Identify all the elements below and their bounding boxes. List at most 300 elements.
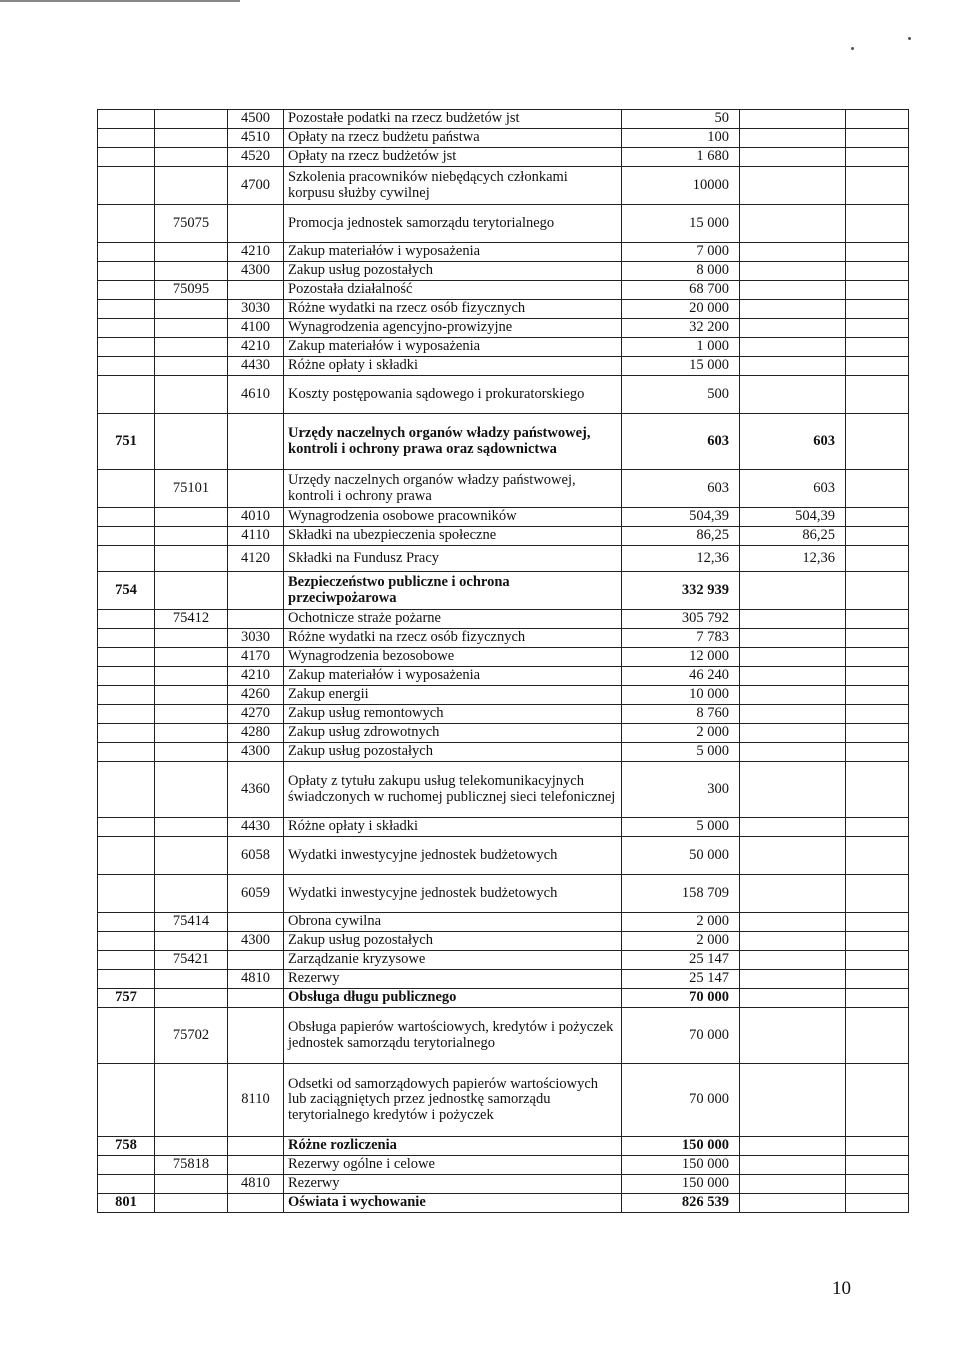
cell-empty bbox=[846, 989, 909, 1008]
cell-paragraf bbox=[228, 1137, 284, 1156]
cell-empty bbox=[846, 762, 909, 818]
cell-paragraf: 3030 bbox=[228, 300, 284, 319]
cell-rozdzial bbox=[155, 527, 228, 546]
cell-empty bbox=[846, 1175, 909, 1194]
cell-paragraf bbox=[228, 205, 284, 243]
cell-name: Koszty postępowania sądowego i prokuratorskiego bbox=[284, 376, 622, 414]
cell-paragraf: 4270 bbox=[228, 705, 284, 724]
cell-dzial bbox=[98, 470, 155, 508]
table-row bbox=[98, 281, 909, 300]
cell-wykonanie bbox=[740, 875, 846, 913]
cell-name: Składki na Fundusz Pracy bbox=[284, 546, 622, 572]
cell-empty bbox=[846, 572, 909, 610]
cell-name: Wynagrodzenia agencyjno-prowizyjne bbox=[284, 319, 622, 338]
cell-plan: 332 939 bbox=[622, 572, 740, 610]
cell-wykonanie: 12,36 bbox=[740, 546, 846, 572]
cell-plan: 504,39 bbox=[622, 508, 740, 527]
cell-rozdzial bbox=[155, 932, 228, 951]
cell-rozdzial bbox=[155, 300, 228, 319]
cell-wykonanie bbox=[740, 686, 846, 705]
cell-dzial bbox=[98, 281, 155, 300]
cell-empty bbox=[846, 262, 909, 281]
cell-wykonanie bbox=[740, 705, 846, 724]
cell-paragraf: 4610 bbox=[228, 376, 284, 414]
cell-name: Zakup usług pozostałych bbox=[284, 932, 622, 951]
cell-name: Promocja jednostek samorządu terytorialnego bbox=[284, 205, 622, 243]
cell-paragraf: 4300 bbox=[228, 932, 284, 951]
cell-rozdzial: 75095 bbox=[155, 281, 228, 300]
cell-paragraf bbox=[228, 913, 284, 932]
cell-dzial: 751 bbox=[98, 414, 155, 470]
cell-plan: 2 000 bbox=[622, 724, 740, 743]
cell-paragraf: 4520 bbox=[228, 148, 284, 167]
cell-plan: 70 000 bbox=[622, 1008, 740, 1064]
cell-name: Zakup usług zdrowotnych bbox=[284, 724, 622, 743]
cell-wykonanie bbox=[740, 837, 846, 875]
table-row bbox=[98, 667, 909, 686]
table-row bbox=[98, 1008, 909, 1064]
cell-empty bbox=[846, 357, 909, 376]
cell-rozdzial bbox=[155, 762, 228, 818]
cell-paragraf: 4210 bbox=[228, 338, 284, 357]
cell-paragraf: 6058 bbox=[228, 837, 284, 875]
cell-rozdzial bbox=[155, 1137, 228, 1156]
cell-wykonanie bbox=[740, 262, 846, 281]
cell-empty bbox=[846, 875, 909, 913]
cell-rozdzial bbox=[155, 743, 228, 762]
cell-plan: 68 700 bbox=[622, 281, 740, 300]
cell-empty bbox=[846, 705, 909, 724]
cell-empty bbox=[846, 743, 909, 762]
table-row bbox=[98, 951, 909, 970]
cell-empty bbox=[846, 281, 909, 300]
cell-empty bbox=[846, 610, 909, 629]
cell-rozdzial bbox=[155, 319, 228, 338]
cell-dzial bbox=[98, 319, 155, 338]
cell-name: Zakup usług pozostałych bbox=[284, 743, 622, 762]
cell-wykonanie: 603 bbox=[740, 470, 846, 508]
cell-empty bbox=[846, 319, 909, 338]
cell-wykonanie bbox=[740, 205, 846, 243]
cell-rozdzial: 75412 bbox=[155, 610, 228, 629]
cell-rozdzial bbox=[155, 818, 228, 837]
cell-plan: 70 000 bbox=[622, 989, 740, 1008]
cell-wykonanie bbox=[740, 951, 846, 970]
table-row bbox=[98, 724, 909, 743]
cell-paragraf bbox=[228, 572, 284, 610]
cell-name: Różne opłaty i składki bbox=[284, 357, 622, 376]
cell-dzial bbox=[98, 970, 155, 989]
cell-plan: 50 000 bbox=[622, 837, 740, 875]
cell-dzial: 801 bbox=[98, 1194, 155, 1213]
cell-empty bbox=[846, 148, 909, 167]
cell-rozdzial bbox=[155, 1194, 228, 1213]
table-row bbox=[98, 1194, 909, 1213]
cell-name: Zakup materiałów i wyposażenia bbox=[284, 667, 622, 686]
table-row bbox=[98, 1156, 909, 1175]
cell-rozdzial: 75075 bbox=[155, 205, 228, 243]
cell-wykonanie bbox=[740, 281, 846, 300]
cell-paragraf: 6059 bbox=[228, 875, 284, 913]
cell-plan: 15 000 bbox=[622, 205, 740, 243]
table-row bbox=[98, 110, 909, 129]
table-body bbox=[98, 110, 909, 1213]
cell-empty bbox=[846, 110, 909, 129]
cell-name: Zakup materiałów i wyposażenia bbox=[284, 243, 622, 262]
cell-dzial bbox=[98, 1008, 155, 1064]
cell-wykonanie bbox=[740, 338, 846, 357]
cell-empty bbox=[846, 1008, 909, 1064]
cell-wykonanie bbox=[740, 129, 846, 148]
cell-name: Obsługa długu publicznego bbox=[284, 989, 622, 1008]
cell-wykonanie bbox=[740, 148, 846, 167]
cell-dzial bbox=[98, 913, 155, 932]
cell-dzial bbox=[98, 818, 155, 837]
cell-wykonanie bbox=[740, 724, 846, 743]
cell-plan: 5 000 bbox=[622, 818, 740, 837]
cell-plan: 50 bbox=[622, 110, 740, 129]
cell-empty bbox=[846, 837, 909, 875]
cell-plan: 25 147 bbox=[622, 970, 740, 989]
scan-edge-mark bbox=[0, 0, 240, 2]
cell-plan: 70 000 bbox=[622, 1064, 740, 1137]
cell-wykonanie bbox=[740, 1156, 846, 1175]
cell-empty bbox=[846, 205, 909, 243]
cell-empty bbox=[846, 1064, 909, 1137]
cell-dzial bbox=[98, 527, 155, 546]
cell-paragraf: 4430 bbox=[228, 357, 284, 376]
cell-dzial: 754 bbox=[98, 572, 155, 610]
cell-rozdzial bbox=[155, 705, 228, 724]
cell-name: Różne wydatki na rzecz osób fizycznych bbox=[284, 300, 622, 319]
cell-wykonanie bbox=[740, 572, 846, 610]
cell-dzial bbox=[98, 300, 155, 319]
table-row bbox=[98, 262, 909, 281]
cell-dzial bbox=[98, 629, 155, 648]
table-row bbox=[98, 762, 909, 818]
table-row bbox=[98, 470, 909, 508]
cell-dzial bbox=[98, 837, 155, 875]
cell-name: Opłaty na rzecz budżetu państwa bbox=[284, 129, 622, 148]
cell-paragraf: 4210 bbox=[228, 667, 284, 686]
cell-rozdzial bbox=[155, 262, 228, 281]
cell-empty bbox=[846, 629, 909, 648]
scan-speck bbox=[851, 47, 854, 50]
cell-paragraf: 4700 bbox=[228, 167, 284, 205]
cell-empty bbox=[846, 686, 909, 705]
cell-empty bbox=[846, 970, 909, 989]
table-row bbox=[98, 629, 909, 648]
cell-plan: 1 680 bbox=[622, 148, 740, 167]
cell-wykonanie bbox=[740, 667, 846, 686]
cell-name: Zakup usług pozostałych bbox=[284, 262, 622, 281]
cell-empty bbox=[846, 546, 909, 572]
cell-rozdzial bbox=[155, 338, 228, 357]
cell-empty bbox=[846, 129, 909, 148]
cell-paragraf: 4100 bbox=[228, 319, 284, 338]
cell-rozdzial bbox=[155, 648, 228, 667]
cell-paragraf: 4810 bbox=[228, 970, 284, 989]
cell-rozdzial bbox=[155, 129, 228, 148]
cell-rozdzial bbox=[155, 1175, 228, 1194]
cell-plan: 603 bbox=[622, 414, 740, 470]
cell-dzial bbox=[98, 1064, 155, 1137]
table-row bbox=[98, 970, 909, 989]
cell-rozdzial bbox=[155, 243, 228, 262]
cell-dzial bbox=[98, 648, 155, 667]
cell-name: Zakup materiałów i wyposażenia bbox=[284, 338, 622, 357]
cell-wykonanie bbox=[740, 1064, 846, 1137]
cell-dzial bbox=[98, 338, 155, 357]
cell-plan: 86,25 bbox=[622, 527, 740, 546]
cell-plan: 10 000 bbox=[622, 686, 740, 705]
cell-name: Zakup energii bbox=[284, 686, 622, 705]
cell-wykonanie bbox=[740, 970, 846, 989]
cell-plan: 150 000 bbox=[622, 1175, 740, 1194]
cell-dzial: 758 bbox=[98, 1137, 155, 1156]
table-row bbox=[98, 148, 909, 167]
cell-wykonanie: 504,39 bbox=[740, 508, 846, 527]
cell-paragraf bbox=[228, 951, 284, 970]
cell-paragraf: 4210 bbox=[228, 243, 284, 262]
table-row bbox=[98, 705, 909, 724]
cell-paragraf: 4010 bbox=[228, 508, 284, 527]
cell-rozdzial bbox=[155, 629, 228, 648]
cell-plan: 305 792 bbox=[622, 610, 740, 629]
cell-empty bbox=[846, 667, 909, 686]
table-row bbox=[98, 610, 909, 629]
cell-dzial bbox=[98, 243, 155, 262]
table-row bbox=[98, 989, 909, 1008]
cell-wykonanie bbox=[740, 629, 846, 648]
cell-name: Różne rozliczenia bbox=[284, 1137, 622, 1156]
table-row bbox=[98, 357, 909, 376]
cell-name: Opłaty z tytułu zakupu usług telekomunikacyjnych świadczonych w ruchomej publicznej sieci telefonicznej bbox=[284, 762, 622, 818]
table-row bbox=[98, 527, 909, 546]
cell-dzial bbox=[98, 1175, 155, 1194]
cell-plan: 158 709 bbox=[622, 875, 740, 913]
cell-rozdzial bbox=[155, 414, 228, 470]
cell-paragraf: 4120 bbox=[228, 546, 284, 572]
table-row bbox=[98, 837, 909, 875]
cell-name: Oświata i wychowanie bbox=[284, 1194, 622, 1213]
cell-plan: 8 000 bbox=[622, 262, 740, 281]
table-row bbox=[98, 1137, 909, 1156]
cell-rozdzial bbox=[155, 1064, 228, 1137]
cell-name: Obrona cywilna bbox=[284, 913, 622, 932]
cell-wykonanie bbox=[740, 357, 846, 376]
cell-dzial: 757 bbox=[98, 989, 155, 1008]
cell-dzial bbox=[98, 705, 155, 724]
cell-empty bbox=[846, 724, 909, 743]
cell-rozdzial bbox=[155, 508, 228, 527]
cell-plan: 150 000 bbox=[622, 1137, 740, 1156]
table-row bbox=[98, 167, 909, 205]
scan-speck bbox=[908, 37, 911, 40]
table-row bbox=[98, 572, 909, 610]
cell-name: Opłaty na rzecz budżetów jst bbox=[284, 148, 622, 167]
table-row bbox=[98, 818, 909, 837]
cell-dzial bbox=[98, 686, 155, 705]
cell-name: Wydatki inwestycyjne jednostek budżetowych bbox=[284, 875, 622, 913]
cell-dzial bbox=[98, 610, 155, 629]
cell-paragraf bbox=[228, 610, 284, 629]
cell-name: Zakup usług remontowych bbox=[284, 705, 622, 724]
cell-wykonanie bbox=[740, 300, 846, 319]
cell-wykonanie bbox=[740, 762, 846, 818]
cell-dzial bbox=[98, 129, 155, 148]
cell-name: Różne opłaty i składki bbox=[284, 818, 622, 837]
cell-dzial bbox=[98, 262, 155, 281]
cell-wykonanie bbox=[740, 1194, 846, 1213]
cell-wykonanie bbox=[740, 167, 846, 205]
cell-dzial bbox=[98, 357, 155, 376]
cell-empty bbox=[846, 1156, 909, 1175]
cell-empty bbox=[846, 470, 909, 508]
budget-table bbox=[97, 109, 909, 1213]
cell-wykonanie bbox=[740, 648, 846, 667]
cell-rozdzial bbox=[155, 376, 228, 414]
cell-plan: 300 bbox=[622, 762, 740, 818]
table-row bbox=[98, 913, 909, 932]
cell-wykonanie bbox=[740, 110, 846, 129]
table-row bbox=[98, 648, 909, 667]
cell-plan: 5 000 bbox=[622, 743, 740, 762]
cell-paragraf bbox=[228, 1156, 284, 1175]
cell-empty bbox=[846, 527, 909, 546]
cell-paragraf: 4170 bbox=[228, 648, 284, 667]
cell-plan: 150 000 bbox=[622, 1156, 740, 1175]
cell-name: Pozostała działalność bbox=[284, 281, 622, 300]
table-row bbox=[98, 205, 909, 243]
cell-paragraf bbox=[228, 414, 284, 470]
cell-plan: 20 000 bbox=[622, 300, 740, 319]
table-row bbox=[98, 243, 909, 262]
cell-paragraf: 4280 bbox=[228, 724, 284, 743]
cell-empty bbox=[846, 376, 909, 414]
cell-empty bbox=[846, 167, 909, 205]
cell-paragraf: 4300 bbox=[228, 262, 284, 281]
cell-plan: 10000 bbox=[622, 167, 740, 205]
cell-name: Wynagrodzenia bezosobowe bbox=[284, 648, 622, 667]
table-row bbox=[98, 129, 909, 148]
cell-wykonanie bbox=[740, 1175, 846, 1194]
cell-empty bbox=[846, 951, 909, 970]
cell-dzial bbox=[98, 932, 155, 951]
cell-name: Obsługa papierów wartościowych, kredytów i pożyczek jednostek samorządu terytorialnego bbox=[284, 1008, 622, 1064]
cell-empty bbox=[846, 300, 909, 319]
cell-empty bbox=[846, 414, 909, 470]
cell-empty bbox=[846, 818, 909, 837]
cell-plan: 25 147 bbox=[622, 951, 740, 970]
cell-name: Różne wydatki na rzecz osób fizycznych bbox=[284, 629, 622, 648]
cell-dzial bbox=[98, 724, 155, 743]
cell-rozdzial bbox=[155, 686, 228, 705]
cell-wykonanie bbox=[740, 989, 846, 1008]
table-row bbox=[98, 875, 909, 913]
cell-paragraf bbox=[228, 281, 284, 300]
cell-plan: 12 000 bbox=[622, 648, 740, 667]
cell-plan: 15 000 bbox=[622, 357, 740, 376]
cell-name: Szkolenia pracowników niebędących członkami korpusu służby cywilnej bbox=[284, 167, 622, 205]
cell-plan: 603 bbox=[622, 470, 740, 508]
cell-paragraf bbox=[228, 1008, 284, 1064]
cell-dzial bbox=[98, 167, 155, 205]
cell-paragraf: 4810 bbox=[228, 1175, 284, 1194]
table-row bbox=[98, 300, 909, 319]
cell-rozdzial bbox=[155, 667, 228, 686]
cell-dzial bbox=[98, 1156, 155, 1175]
cell-wykonanie bbox=[740, 743, 846, 762]
cell-dzial bbox=[98, 951, 155, 970]
table-row bbox=[98, 1175, 909, 1194]
cell-name: Rezerwy bbox=[284, 1175, 622, 1194]
cell-plan: 7 783 bbox=[622, 629, 740, 648]
cell-wykonanie bbox=[740, 1137, 846, 1156]
cell-dzial bbox=[98, 546, 155, 572]
table-row bbox=[98, 319, 909, 338]
table-row bbox=[98, 932, 909, 951]
cell-name: Urzędy naczelnych organów władzy państwowej, kontroli i ochrony prawa bbox=[284, 470, 622, 508]
cell-wykonanie: 86,25 bbox=[740, 527, 846, 546]
cell-empty bbox=[846, 243, 909, 262]
cell-paragraf: 4430 bbox=[228, 818, 284, 837]
cell-empty bbox=[846, 648, 909, 667]
cell-name: Odsetki od samorządowych papierów wartościowych lub zaciągniętych przez jednostkę samorządu terytorialnego kredytów i pożyczek bbox=[284, 1064, 622, 1137]
cell-name: Urzędy naczelnych organów władzy państwowej, kontroli i ochrony prawa oraz sądownictwa bbox=[284, 414, 622, 470]
cell-rozdzial bbox=[155, 110, 228, 129]
cell-paragraf: 4500 bbox=[228, 110, 284, 129]
cell-paragraf: 3030 bbox=[228, 629, 284, 648]
cell-plan: 2 000 bbox=[622, 932, 740, 951]
cell-plan: 12,36 bbox=[622, 546, 740, 572]
cell-rozdzial bbox=[155, 572, 228, 610]
cell-paragraf: 4510 bbox=[228, 129, 284, 148]
cell-name: Rezerwy ogólne i celowe bbox=[284, 1156, 622, 1175]
cell-rozdzial bbox=[155, 970, 228, 989]
cell-dzial bbox=[98, 762, 155, 818]
cell-dzial bbox=[98, 148, 155, 167]
cell-plan: 500 bbox=[622, 376, 740, 414]
table-row bbox=[98, 508, 909, 527]
page-number: 10 bbox=[832, 1278, 851, 1299]
cell-plan: 32 200 bbox=[622, 319, 740, 338]
cell-rozdzial: 75818 bbox=[155, 1156, 228, 1175]
cell-rozdzial bbox=[155, 875, 228, 913]
cell-plan: 8 760 bbox=[622, 705, 740, 724]
cell-wykonanie bbox=[740, 376, 846, 414]
cell-name: Wydatki inwestycyjne jednostek budżetowych bbox=[284, 837, 622, 875]
table-row bbox=[98, 338, 909, 357]
cell-rozdzial: 75421 bbox=[155, 951, 228, 970]
table-row bbox=[98, 376, 909, 414]
cell-paragraf: 4110 bbox=[228, 527, 284, 546]
cell-dzial bbox=[98, 205, 155, 243]
cell-dzial bbox=[98, 667, 155, 686]
cell-name: Ochotnicze straże pożarne bbox=[284, 610, 622, 629]
cell-wykonanie bbox=[740, 319, 846, 338]
table-row bbox=[98, 1064, 909, 1137]
cell-paragraf: 4260 bbox=[228, 686, 284, 705]
cell-name: Zarządzanie kryzysowe bbox=[284, 951, 622, 970]
cell-wykonanie bbox=[740, 243, 846, 262]
cell-empty bbox=[846, 508, 909, 527]
cell-rozdzial bbox=[155, 357, 228, 376]
cell-plan: 100 bbox=[622, 129, 740, 148]
cell-wykonanie bbox=[740, 610, 846, 629]
cell-empty bbox=[846, 1194, 909, 1213]
cell-empty bbox=[846, 913, 909, 932]
